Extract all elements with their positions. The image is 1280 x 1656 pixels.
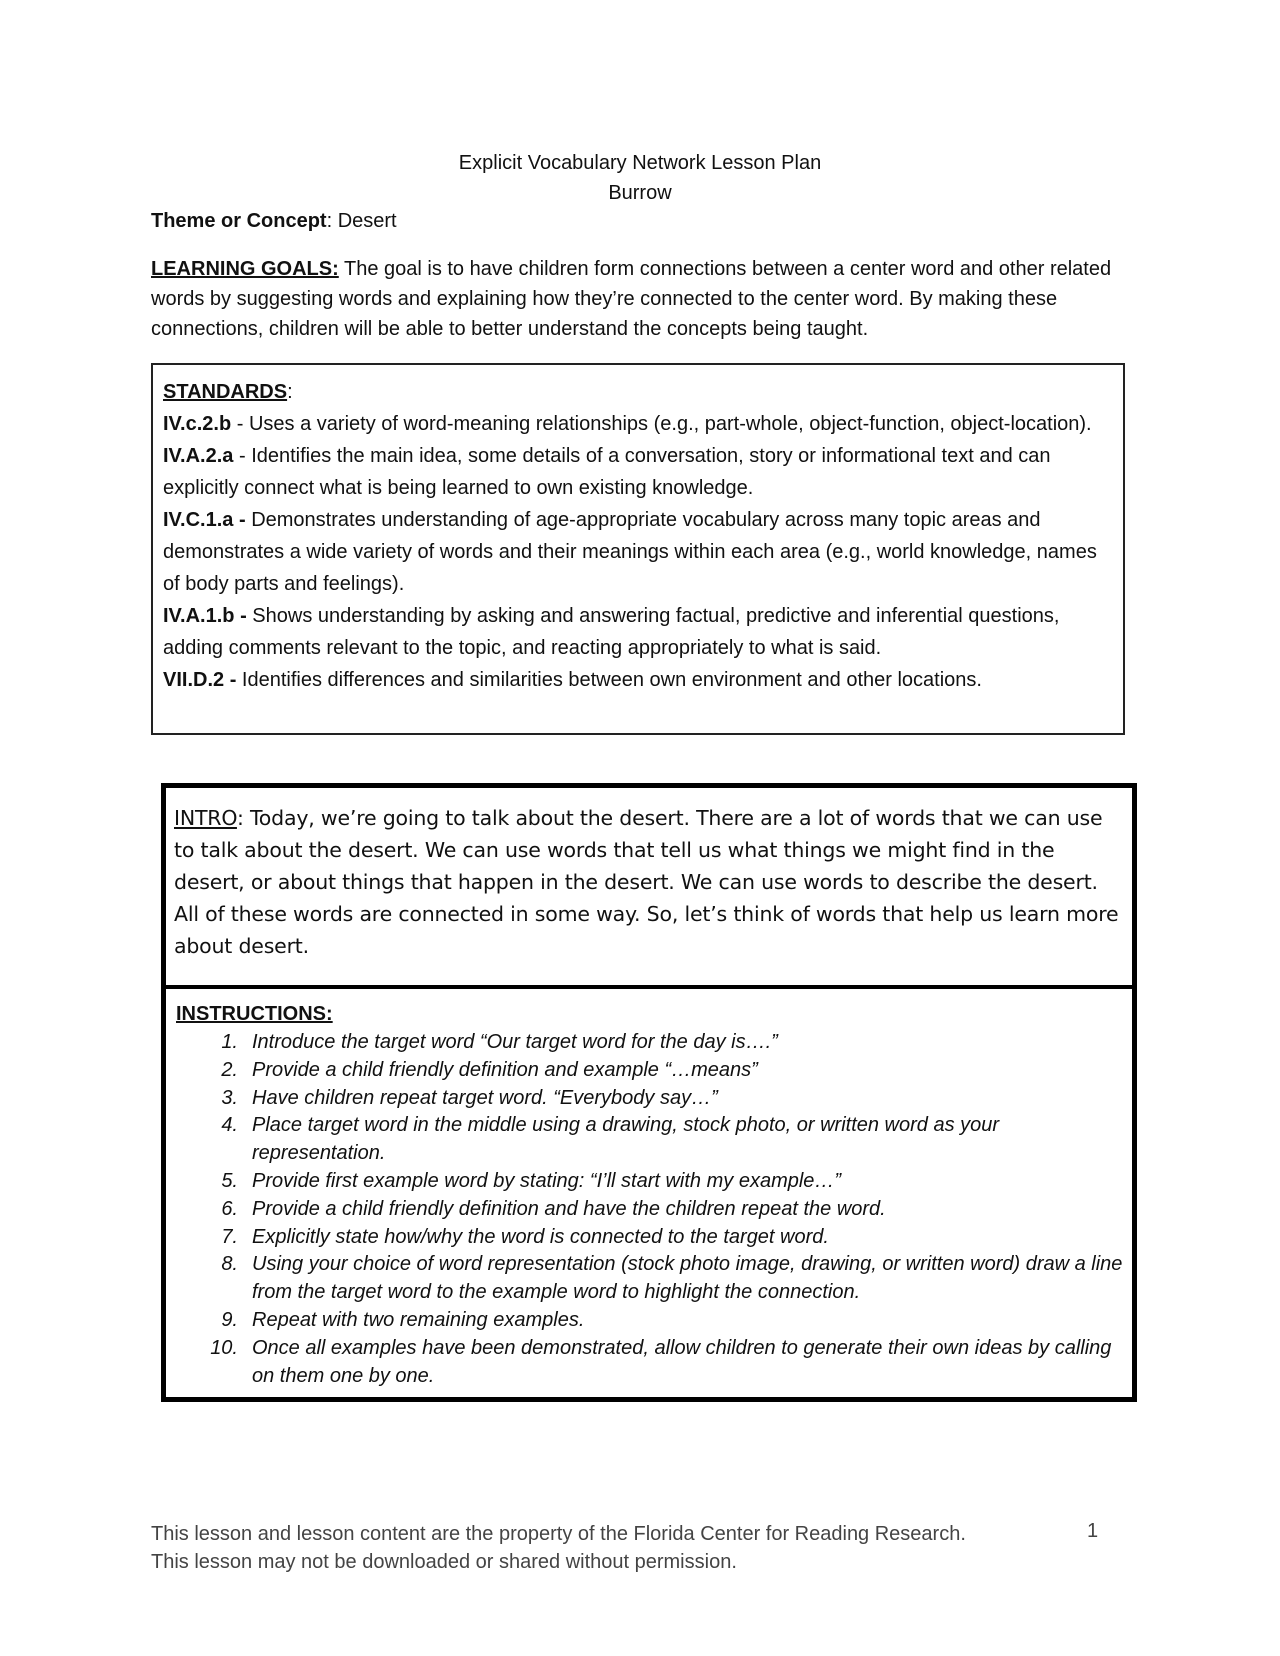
standard-text: Uses a variety of word-meaning relationships (e.g., part-whole, object-function, object-location). <box>248 413 1092 435</box>
instruction-number: 6. <box>221 1197 238 1220</box>
standard-separator: - <box>233 445 252 467</box>
standards-heading <box>163 376 1113 408</box>
instruction-item <box>176 1224 1124 1252</box>
instruction-text: Introduce the target word “Our target word for the day is….” <box>252 1031 778 1053</box>
instruction-text: Once all examples have been demonstrated, allow children to generate their own ideas by calling on them one by one. <box>252 1336 1112 1387</box>
standards-label: STANDARDS <box>163 381 288 403</box>
standard-text: Identifies differences and similarities between own environment and other locations. <box>241 669 982 691</box>
standards-colon: : <box>287 381 293 403</box>
standard-item <box>163 664 1113 696</box>
standard-code: IV.A.2.a <box>163 445 234 467</box>
intro-text: Today, we’re going to talk about the desert. There are a lot of words that we can use to talk about the desert. We can use words that tell us what things we might find in the desert, or about things that happen in the desert. We can use words to describe the desert. All of these words are connected in some way. So, let’s think of words that help us learn more about desert. <box>174 806 1119 958</box>
instruction-number: 1. <box>221 1031 238 1053</box>
instructions-label: INSTRUCTIONS: <box>176 1003 333 1025</box>
standard-text: Shows understanding by asking and answering factual, predictive and inferential questions, adding comments relevant to the topic, and reacting appropriately to what is said. <box>163 605 1060 659</box>
instruction-text: Using your choice of word representation (stock photo image, drawing, or written word) draw a line from the target word to the example word to highlight the connection. <box>252 1253 1123 1304</box>
instruction-item <box>176 1196 1124 1224</box>
instruction-text: Provide first example word by stating: “I’ll start with my example…” <box>252 1169 842 1192</box>
instruction-item <box>176 1029 1124 1057</box>
document-title: Explicit Vocabulary Network Lesson Plan <box>458 152 822 174</box>
standard-code: IV.c.2.b <box>163 413 232 435</box>
instruction-text: Repeat with two remaining examples. <box>252 1308 585 1331</box>
instruction-number: 2. <box>221 1058 238 1081</box>
instructions-list <box>176 1029 1124 1390</box>
standards-box <box>151 363 1125 735</box>
instruction-item <box>176 1057 1124 1085</box>
standard-item <box>163 504 1113 600</box>
standard-separator: - <box>231 413 249 435</box>
standard-item <box>163 600 1113 664</box>
instruction-number: 5. <box>221 1169 238 1192</box>
theme-value: Desert <box>337 210 397 232</box>
instruction-item <box>176 1085 1124 1113</box>
theme-colon: : <box>326 210 333 232</box>
instruction-text: Have children repeat target word. “Everybody say…” <box>252 1086 718 1109</box>
standard-item <box>163 440 1113 504</box>
instruction-number: 8. <box>221 1253 238 1276</box>
instruction-number: 7. <box>221 1225 238 1248</box>
standard-text: Identifies the main idea, some details of a conversation, story or informational text and can explicitly connect what is being learned to own existing knowledge. <box>163 445 1051 499</box>
theme-label: Theme or Concept <box>151 210 327 232</box>
instruction-number: 3. <box>221 1086 238 1109</box>
instruction-item <box>176 1251 1124 1307</box>
intro-colon: : <box>236 806 244 830</box>
footer-line-2: This lesson may not be downloaded or shared without permission. <box>151 1551 737 1573</box>
instruction-text: Place target word in the middle using a drawing, stock photo, or written word as your representation. <box>252 1114 1000 1165</box>
instruction-number: 4. <box>221 1114 238 1137</box>
instruction-text: Explicitly state how/why the word is connected to the target word. <box>252 1225 829 1248</box>
instruction-text: Provide a child friendly definition and have the children repeat the word. <box>252 1197 886 1220</box>
intro-box <box>161 783 1137 988</box>
learning-goals <box>151 254 1141 344</box>
learning-goals-label: LEARNING GOALS: <box>151 258 339 280</box>
standard-item <box>163 408 1113 440</box>
document-subtitle: Burrow <box>608 182 672 204</box>
instruction-number: 10. <box>210 1336 238 1359</box>
footer-notice <box>151 1520 1131 1576</box>
standard-code: VII.D.2 - <box>163 669 237 691</box>
instruction-item <box>176 1112 1124 1168</box>
instructions-heading <box>176 1001 1124 1027</box>
standard-code: IV.C.1.a - <box>163 509 246 531</box>
instruction-item <box>176 1335 1124 1391</box>
theme-line <box>151 210 397 233</box>
instruction-text: Provide a child friendly definition and example “…means” <box>252 1058 758 1081</box>
instruction-number: 9. <box>221 1308 238 1331</box>
footer-line-1: This lesson and lesson content are the property of the Florida Center for Reading Research. <box>151 1523 966 1545</box>
learning-goals-text: The goal is to have children form connections between a center word and other related words by suggesting words and explaining how they’re connected to the center word. By making these connections, children will be able to better understand the concepts being taught. <box>151 258 1112 340</box>
instruction-item <box>176 1307 1124 1335</box>
instructions-box <box>161 986 1137 1402</box>
page-number: 1 <box>1087 1520 1099 1542</box>
instruction-item <box>176 1168 1124 1196</box>
intro-label: INTRO <box>174 806 237 830</box>
standard-text: Demonstrates understanding of age-appropriate vocabulary across many topic areas and demonstrates a wide variety of words and their meanings within each area (e.g., world knowledge, names of body parts and feelings). <box>163 509 1097 595</box>
standard-code: IV.A.1.b - <box>163 605 247 627</box>
